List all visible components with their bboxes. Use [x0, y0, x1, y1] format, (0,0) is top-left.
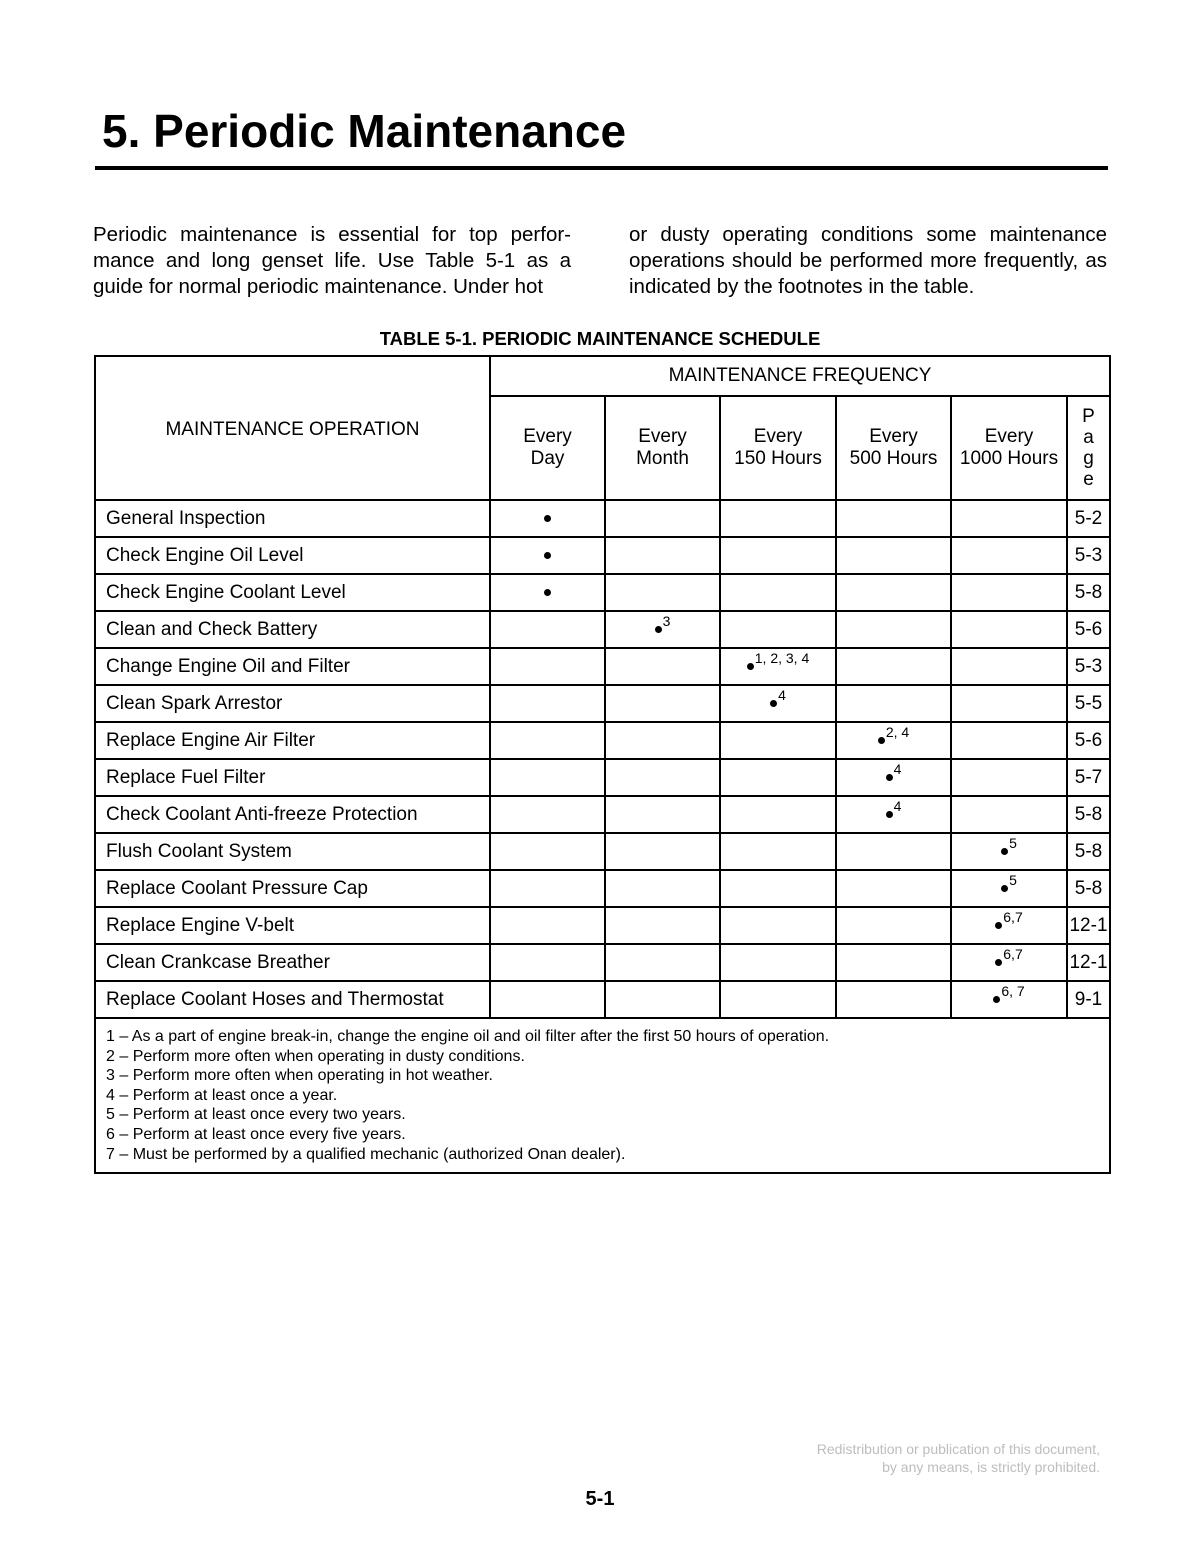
- footnote-reference: 3: [662, 612, 671, 629]
- frequency-column-line1: Every: [523, 426, 572, 447]
- frequency-cell: [951, 944, 1067, 981]
- frequency-cell: [605, 537, 720, 574]
- schedule-dot: [1001, 885, 1008, 892]
- schedule-dot: [1001, 848, 1008, 855]
- operation-name: Change Engine Oil and Filter: [95, 648, 490, 685]
- frequency-column-line1: Every: [638, 426, 687, 447]
- frequency-column-line2: 150 Hours: [734, 448, 822, 469]
- page-number: 5-1: [585, 1488, 615, 1510]
- frequency-cell: [951, 907, 1067, 944]
- table-row: [95, 574, 1110, 611]
- frequency-column-line1: Every: [753, 426, 803, 447]
- page-reference: 5-3: [1067, 537, 1110, 574]
- intro-paragraph-right: or dusty operating conditions some maintenance operations should be performed more frequently, as indicated by the footnotes in the table.: [629, 223, 1107, 298]
- frequency-cell: [836, 907, 951, 944]
- schedule-dot: [886, 811, 893, 818]
- frequency-cell: [836, 611, 951, 648]
- footnote-reference: 4: [778, 686, 786, 703]
- operation-name: Replace Engine Air Filter: [95, 722, 490, 759]
- footnote-reference: 4: [893, 797, 902, 814]
- frequency-cell: [720, 759, 836, 796]
- frequency-cell: [951, 796, 1067, 833]
- schedule-dot: [770, 700, 777, 707]
- frequency-cell: [836, 870, 951, 907]
- page-reference: 5-6: [1067, 722, 1110, 759]
- frequency-cell: [951, 833, 1067, 870]
- frequency-cell: [836, 685, 951, 722]
- table-row: [95, 648, 1110, 685]
- operation-name: Replace Engine V-belt: [95, 907, 490, 944]
- table-caption: TABLE 5-1. PERIODIC MAINTENANCE SCHEDULE: [379, 328, 821, 349]
- frequency-cell: [836, 574, 951, 611]
- footnote-reference: 6,7: [1003, 908, 1023, 925]
- frequency-column-line2: 500 Hours: [849, 448, 938, 469]
- frequency-column-line1: Every: [869, 426, 918, 447]
- frequency-cell: [490, 796, 605, 833]
- frequency-cell: [720, 907, 836, 944]
- frequency-cell: [720, 685, 836, 722]
- frequency-cell: [951, 685, 1067, 722]
- footnote-reference: 5: [1009, 871, 1017, 888]
- schedule-dot: [995, 959, 1002, 966]
- frequency-cell: [951, 722, 1067, 759]
- frequency-column-header: [490, 396, 605, 500]
- page-reference: 5-8: [1067, 870, 1110, 907]
- frequency-cell: [490, 759, 605, 796]
- footnotes: [95, 1018, 1110, 1173]
- operation-name: Check Coolant Anti-freeze Protection: [95, 796, 490, 833]
- footnote: 6 – Perform at least once every five years.: [106, 1125, 406, 1143]
- schedule-dot: [886, 774, 893, 781]
- table-row: [95, 759, 1110, 796]
- footnote: 5 – Perform at least once every two years.: [106, 1106, 406, 1124]
- frequency-cell: [720, 722, 836, 759]
- page-reference: 12-1: [1067, 907, 1110, 944]
- frequency-cell: [490, 685, 605, 722]
- page-reference: 5-7: [1067, 759, 1110, 796]
- frequency-cell: [951, 611, 1067, 648]
- frequency-cell: [605, 500, 720, 537]
- page-reference: 5-8: [1067, 833, 1110, 870]
- frequency-cell: [720, 611, 836, 648]
- frequency-cell: [605, 759, 720, 796]
- table-row: [95, 611, 1110, 648]
- frequency-cell: [951, 500, 1067, 537]
- footnote: 2 – Perform more often when operating in dusty conditions.: [106, 1047, 525, 1065]
- operation-name: General Inspection: [95, 500, 490, 537]
- frequency-cell: [605, 574, 720, 611]
- table-row: [95, 685, 1110, 722]
- table-row: [95, 981, 1110, 1018]
- frequency-header: MAINTENANCE FREQUENCY: [490, 356, 1110, 396]
- frequency-column-line2: 1000 Hours: [959, 448, 1059, 469]
- frequency-cell: [720, 574, 836, 611]
- frequency-cell: [605, 833, 720, 870]
- frequency-column-header: [951, 396, 1067, 500]
- operation-name: Check Engine Coolant Level: [95, 574, 490, 611]
- watermark: [817, 1440, 1100, 1476]
- frequency-cell: [490, 574, 605, 611]
- table-row: [95, 833, 1110, 870]
- watermark-line: by any means, is strictly prohibited.: [882, 1459, 1100, 1475]
- frequency-cell: [951, 981, 1067, 1018]
- page-reference: 9-1: [1067, 981, 1110, 1018]
- frequency-cell: [490, 611, 605, 648]
- frequency-cell: [605, 722, 720, 759]
- footnote-reference: 1, 2, 3, 4: [754, 649, 810, 666]
- frequency-cell: [836, 537, 951, 574]
- frequency-cell: [490, 944, 605, 981]
- frequency-cell: [836, 759, 951, 796]
- page-reference: 5-2: [1067, 500, 1110, 537]
- page-reference: 5-6: [1067, 611, 1110, 648]
- page-reference: 5-8: [1067, 796, 1110, 833]
- schedule-dot: [544, 552, 551, 559]
- footnote-reference: 6,7: [1003, 945, 1023, 962]
- footnote: 3 – Perform more often when operating in hot weather.: [106, 1067, 493, 1085]
- intro-paragraph-left: Periodic maintenance is essential for top perfor-mance and long genset life. Use Table 5-1 as a guide for normal periodic maintenance. Under hot: [93, 223, 571, 298]
- page-reference: 12-1: [1067, 944, 1110, 981]
- maintenance-schedule-table: [94, 355, 1111, 1174]
- frequency-cell: [605, 648, 720, 685]
- frequency-cell: [605, 981, 720, 1018]
- page-reference: 5-5: [1067, 685, 1110, 722]
- schedule-body: [95, 500, 1110, 1018]
- frequency-cell: [720, 796, 836, 833]
- frequency-cell: [836, 722, 951, 759]
- frequency-column-line2: Month: [636, 448, 689, 469]
- table-row: [95, 870, 1110, 907]
- frequency-cell: [836, 981, 951, 1018]
- frequency-cell: [836, 648, 951, 685]
- page-reference: 5-8: [1067, 574, 1110, 611]
- operation-name: Clean Crankcase Breather: [95, 944, 490, 981]
- page-reference: 5-3: [1067, 648, 1110, 685]
- operation-name: Clean Spark Arrestor: [95, 685, 490, 722]
- operation-name: Check Engine Oil Level: [95, 537, 490, 574]
- table-row: [95, 500, 1110, 537]
- frequency-cell: [490, 537, 605, 574]
- table-row: [95, 537, 1110, 574]
- frequency-column-header: [836, 396, 951, 500]
- footnote-reference: 4: [893, 760, 902, 777]
- frequency-cell: [951, 648, 1067, 685]
- frequency-cell: [605, 944, 720, 981]
- frequency-cell: [836, 500, 951, 537]
- chapter-title: 5. Periodic Maintenance: [102, 105, 627, 157]
- footnote-reference: 2, 4: [885, 723, 910, 740]
- table-row: [95, 796, 1110, 833]
- page-column-header: [1067, 396, 1110, 500]
- frequency-cell: [605, 796, 720, 833]
- table-row: [95, 722, 1110, 759]
- operation-name: Replace Coolant Pressure Cap: [95, 870, 490, 907]
- frequency-cell: [605, 611, 720, 648]
- frequency-cell: [951, 574, 1067, 611]
- footnote: 7 – Must be performed by a qualified mechanic (authorized Onan dealer).: [106, 1145, 626, 1163]
- frequency-cell: [490, 722, 605, 759]
- schedule-dot: [544, 515, 551, 522]
- frequency-cell: [720, 944, 836, 981]
- frequency-column-line2: Day: [530, 448, 565, 469]
- frequency-cell: [836, 796, 951, 833]
- frequency-cell: [605, 685, 720, 722]
- schedule-dot: [993, 996, 1000, 1003]
- frequency-cell: [490, 833, 605, 870]
- operation-header: MAINTENANCE OPERATION: [95, 356, 490, 500]
- frequency-column-header: [720, 396, 836, 500]
- table-row: [95, 944, 1110, 981]
- table-row: [95, 907, 1110, 944]
- watermark-line: Redistribution or publication of this document,: [816, 1441, 1100, 1457]
- title-rule: [95, 166, 1108, 170]
- operation-name: Flush Coolant System: [95, 833, 490, 870]
- frequency-cell: [720, 870, 836, 907]
- page-header-letter: g: [1083, 448, 1094, 469]
- schedule-dot: [544, 589, 551, 596]
- frequency-cell: [720, 648, 836, 685]
- frequency-cell: [490, 870, 605, 907]
- frequency-column-line1: Every: [984, 426, 1034, 447]
- page-header-letter: e: [1083, 469, 1094, 490]
- footnote-reference: 5: [1009, 834, 1017, 851]
- frequency-cell: [720, 833, 836, 870]
- frequency-cell: [720, 981, 836, 1018]
- frequency-column-header: [605, 396, 720, 500]
- operation-name: Clean and Check Battery: [95, 611, 490, 648]
- frequency-cell: [490, 907, 605, 944]
- frequency-cell: [836, 833, 951, 870]
- page-header-letter: P: [1082, 406, 1095, 427]
- frequency-cell: [490, 981, 605, 1018]
- frequency-cell: [605, 870, 720, 907]
- schedule-dot: [995, 922, 1002, 929]
- schedule-dot: [747, 663, 754, 670]
- page-header-letter: a: [1083, 427, 1094, 448]
- frequency-cell: [490, 648, 605, 685]
- frequency-cell: [720, 500, 836, 537]
- footnote-reference: 6, 7: [1001, 982, 1025, 999]
- schedule-dot: [655, 626, 662, 633]
- frequency-cell: [951, 870, 1067, 907]
- footnote: 1 – As a part of engine break-in, change the engine oil and oil filter after the first 50 hours of operation.: [106, 1028, 830, 1045]
- frequency-cell: [951, 759, 1067, 796]
- frequency-cell: [490, 500, 605, 537]
- frequency-cell: [605, 907, 720, 944]
- operation-name: Replace Coolant Hoses and Thermostat: [95, 981, 490, 1018]
- schedule-dot: [878, 737, 885, 744]
- frequency-cell: [951, 537, 1067, 574]
- frequency-cell: [836, 944, 951, 981]
- footnote: 4 – Perform at least once a year.: [106, 1086, 338, 1104]
- frequency-cell: [720, 537, 836, 574]
- operation-name: Replace Fuel Filter: [95, 759, 490, 796]
